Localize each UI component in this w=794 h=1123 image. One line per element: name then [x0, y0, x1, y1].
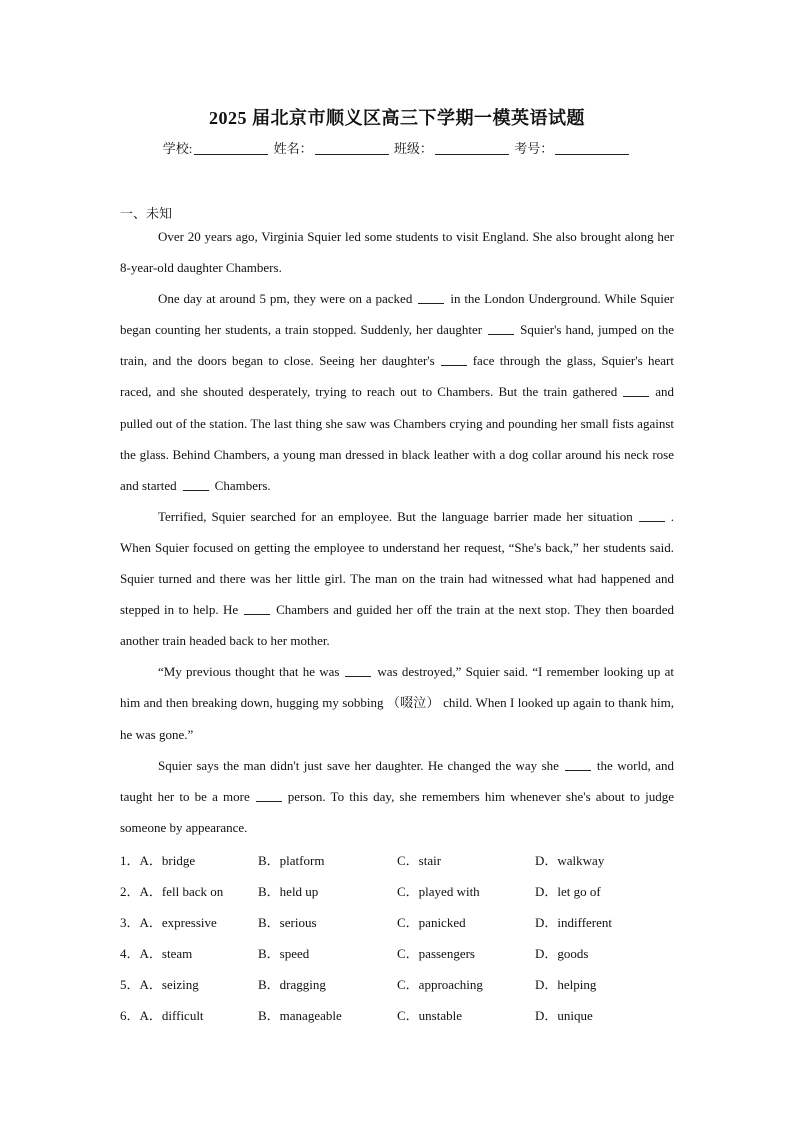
exam-number-label: 考号：: [514, 141, 554, 156]
question-number: 3．: [120, 915, 140, 931]
text-segment: . When Squier focused on getting the employee to understand her request, “She's back,” her students said. Squier turned and there was her little girl. The man on the train had witnessed what had happened and stepped in to help. He: [120, 508, 674, 618]
name-label: 姓名：: [273, 141, 313, 156]
option-d[interactable]: D．walkway: [535, 853, 605, 868]
class-label: 班级：: [393, 141, 433, 156]
option-a[interactable]: A．difficult: [139, 1008, 204, 1024]
question-options: [120, 845, 680, 1032]
question-number: 6．: [120, 1008, 140, 1024]
blank-2: [488, 322, 514, 335]
blank-5: [183, 478, 209, 491]
school-blank: [194, 141, 268, 155]
question-4: [120, 938, 192, 969]
text-segment: Chambers.: [214, 477, 271, 493]
question-3: [120, 907, 217, 938]
option-d[interactable]: D．goods: [535, 946, 589, 962]
blank-10: [256, 789, 282, 802]
page-title: 2025 届北京市顺义区高三下学期一模英语试题: [209, 108, 585, 128]
option-b[interactable]: B．held up: [258, 884, 319, 900]
blank-4: [623, 384, 649, 397]
class-blank: [435, 141, 509, 155]
question-row: [120, 1000, 680, 1031]
text-segment: the world, and taught her to be a more: [120, 757, 674, 804]
option-b[interactable]: B．dragging: [258, 977, 326, 993]
option-d[interactable]: D．unique: [535, 1008, 593, 1024]
question-6: [120, 1000, 204, 1031]
text-segment: Chambers and guided her off the train at the next stop. They then boarded another train headed back to her mother.: [120, 602, 674, 649]
blank-3: [441, 353, 467, 366]
question-row: [120, 845, 680, 876]
option-a[interactable]: A．steam: [139, 946, 193, 962]
option-a[interactable]: A．bridge: [139, 853, 196, 868]
text-segment: face through the glass, Squier's heart raced, and she shouted desperately, trying to reach out to Chambers. But the train gathered: [120, 353, 674, 400]
question-number: 5．: [120, 977, 140, 993]
option-b[interactable]: B．speed: [258, 946, 310, 962]
option-d[interactable]: D．indifferent: [535, 915, 613, 931]
option-c[interactable]: C．panicked: [397, 915, 466, 931]
option-b[interactable]: B．serious: [258, 915, 317, 931]
text-segment: Squier's hand, jumped on the train, and the doors began to close. Seeing her daughter's: [120, 322, 674, 369]
option-d[interactable]: D．let go of: [535, 884, 601, 900]
question-number: 2．: [120, 884, 140, 900]
option-c[interactable]: C．unstable: [397, 1008, 462, 1024]
section-heading: 一、未知: [120, 206, 173, 221]
paragraph-5: [120, 750, 674, 843]
exam-number-blank: [555, 141, 629, 155]
paragraph-4: [120, 656, 674, 749]
paragraph-3: [120, 501, 674, 656]
blank-1: [418, 291, 444, 304]
question-2: [120, 876, 223, 907]
student-info-fields: [0, 138, 794, 157]
name-blank: [315, 141, 389, 155]
option-a[interactable]: A．expressive: [139, 915, 217, 931]
blank-9: [565, 758, 591, 771]
school-label: 学校:: [162, 141, 193, 156]
option-c[interactable]: C．stair: [397, 853, 442, 868]
question-number: 1．: [120, 853, 140, 868]
text-segment: Squier says the man didn't just save her daughter. He changed the way she: [158, 757, 559, 773]
blank-6: [639, 509, 665, 522]
option-b[interactable]: B．platform: [258, 853, 325, 868]
question-1: [120, 845, 195, 876]
text-segment: One day at around 5 pm, they were on a packed: [158, 291, 413, 307]
text-segment: and pulled out of the station. The last thing she saw was Chambers crying and pounding her small fists against the glass. Behind Chambers, a young man dressed in black leather with a dog collar around his neck rose and started: [120, 384, 674, 493]
text-segment: person. To this day, she remembers him whenever she's about to judge someone by appearance.: [120, 788, 674, 835]
option-c[interactable]: C．played with: [397, 884, 480, 900]
blank-8: [345, 664, 371, 677]
blank-7: [244, 602, 270, 615]
option-c[interactable]: C．approaching: [397, 977, 483, 993]
reading-passage: [120, 221, 674, 843]
question-row: [120, 969, 680, 1000]
option-a[interactable]: A．seizing: [139, 977, 199, 993]
text-segment: “My previous thought that he was: [158, 664, 340, 680]
option-c[interactable]: C．passengers: [397, 946, 475, 962]
text-segment: in the London Underground. While Squier began counting her students, a train stopped. Suddenly, her daughter: [120, 291, 674, 338]
option-a[interactable]: A．fell back on: [139, 884, 224, 900]
option-d[interactable]: D．helping: [535, 977, 597, 993]
question-row: [120, 876, 680, 907]
question-number: 4．: [120, 946, 140, 962]
question-row: [120, 938, 680, 969]
paragraph-2: [120, 283, 674, 501]
question-row: [120, 907, 680, 938]
option-b[interactable]: B．manageable: [258, 1008, 342, 1024]
paragraph-1: Over 20 years ago, Virginia Squier led some students to visit England. She also brought along her 8-year-old daughter Chambers.: [120, 229, 674, 276]
question-5: [120, 969, 199, 1000]
text-segment: Terrified, Squier searched for an employee. But the language barrier made her situation: [158, 508, 633, 524]
text-segment: was destroyed,” Squier said. “I remember looking up at him and then breaking down, hugging my sobbing （啜泣） child. When I looked up again to thank him, he was gone.”: [120, 664, 674, 742]
